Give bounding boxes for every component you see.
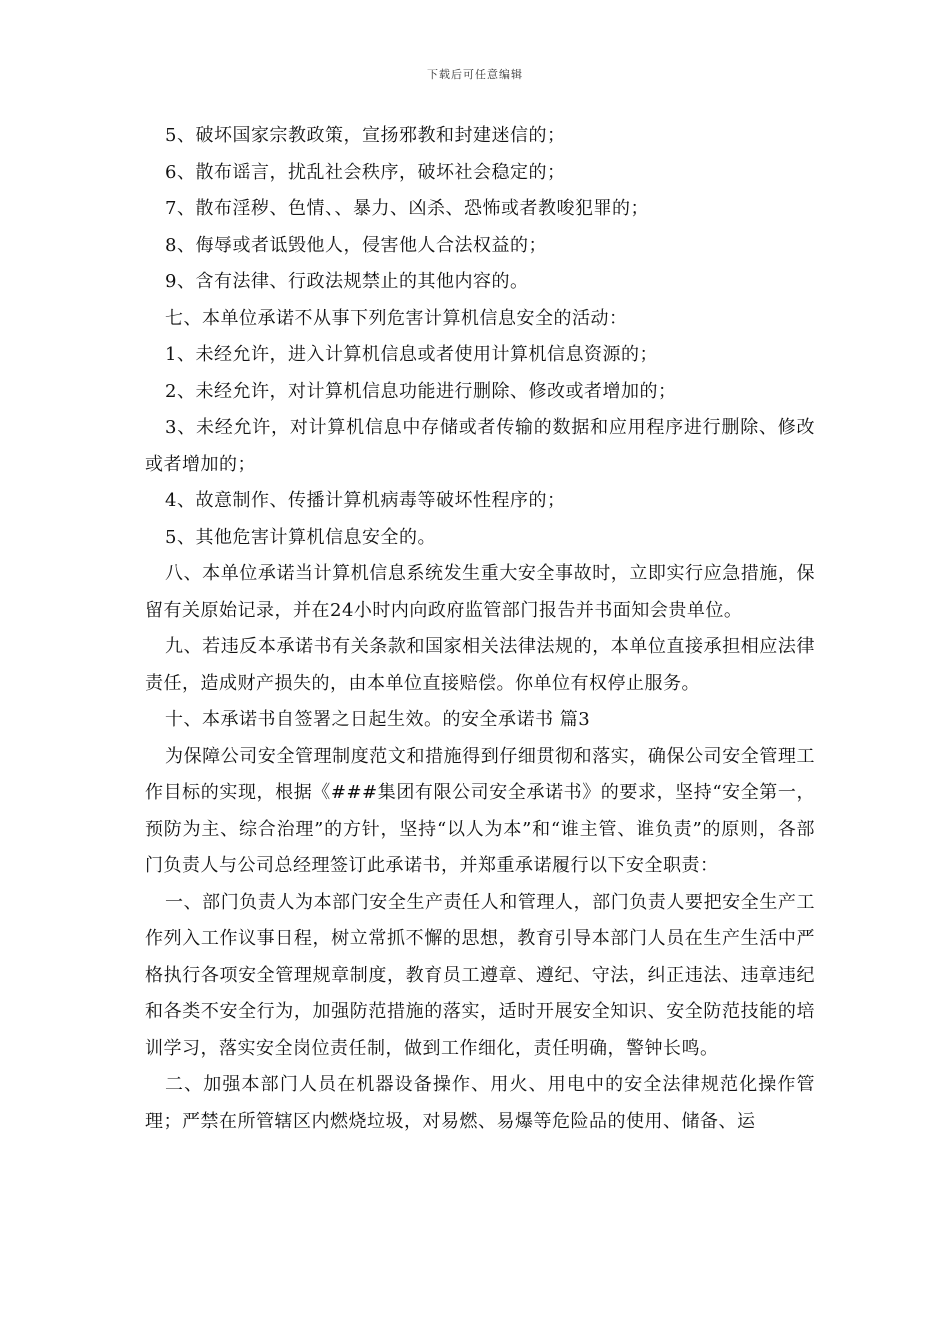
paragraph: 5、其他危害计算机信息安全的。 <box>165 526 436 548</box>
paragraph: 二、加强本部门人员在机器设备操作、用火、用电中的安全法律规范化操作管理；严禁在所管辖区内燃烧垃圾，对易燃、易爆等危险品的使用、储备、运 <box>145 1074 815 1132</box>
paragraph: 8、侮辱或者诋毁他人，侵害他人合法权益的； <box>165 234 547 256</box>
paragraph: 七、本单位承诺不从事下列危害计算机信息安全的活动： <box>165 307 628 329</box>
paragraph: 9、含有法律、行政法规禁止的其他内容的。 <box>165 271 529 292</box>
paragraph: 4、故意制作、传播计算机病毒等破坏性程序的； <box>165 490 566 511</box>
paragraph: 八、本单位承诺当计算机信息系统发生重大安全事故时，立即实行应急措施，保留有关原始记录，并在24小时内向政府监管部门报告并书面知会贵单位。 <box>145 563 815 621</box>
paragraph: 九、若违反本承诺书有关条款和国家相关法律法规的，本单位直接承担相应法律责任，造成财产损失的，由本单位直接赔偿。你单位有权停止服务。 <box>145 636 815 694</box>
paragraph: 5、破坏国家宗教政策，宣扬邪教和封建迷信的； <box>165 125 566 146</box>
paragraph: 为保障公司安全管理制度范文和措施得到仔细贯彻和落实，确保公司安全管理工作目标的实现，根据《###集团有限公司安全承诺书》的要求，坚持“安全第一，预防为主、综合治理”的方针，坚持“以人为本”和“谁主管、谁负责”的原则，各部门负责人与公司总经理签订此承诺书，并郑重承诺履行以下安全职责： <box>145 745 815 876</box>
paragraph: 2、未经允许，对计算机信息功能进行删除、修改或者增加的； <box>165 380 677 402</box>
paragraph: 7、散布淫秽、色情、、暴力、凶杀、恐怖或者教唆犯罪的； <box>165 198 649 219</box>
page-header: 下载后可任意编辑 <box>427 68 523 81</box>
paragraph: 十、本承诺书自签署之日起生效。的安全承诺书 篇3 <box>165 709 591 730</box>
paragraph: 6、散布谣言，扰乱社会秩序，破坏社会稳定的； <box>165 161 566 183</box>
paragraph: 一、部门负责人为本部门安全生产责任人和管理人，部门负责人要把安全生产工作列入工作议事日程，树立常抓不懈的思想，教育引导本部门人员在生产生活中严格执行各项安全管理规章制度，教育员工遵章、遵纪、守法，纠正违法、违章违纪和各类不安全行为，加强防范措施的落实，适时开展安全知识、安全防范技能的培训学习，落实安全岗位责任制，做到工作细化，责任明确，警钟长鸣。 <box>145 891 815 1059</box>
paragraph: 1、未经允许，进入计算机信息或者使用计算机信息资源的； <box>165 344 658 365</box>
document-body <box>145 118 815 1140</box>
paragraph: 3、未经允许，对计算机信息中存储或者传输的数据和应用程序进行删除、修改或者增加的； <box>145 417 815 475</box>
